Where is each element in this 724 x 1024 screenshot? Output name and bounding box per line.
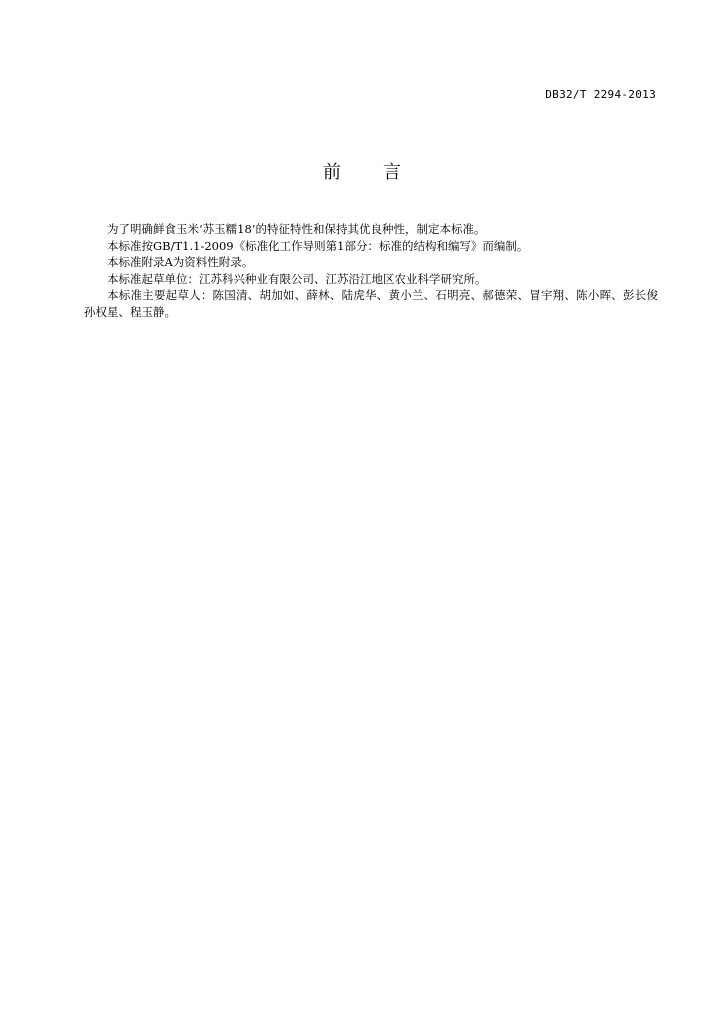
paragraph-drafters: 本标准主要起草人：陈国清、胡加如、薛林、陆虎华、黄小兰、石明亮、郝德荣、冒宇翔、陈小晖、彭长俊孙权星、程玉静。 — [84, 288, 658, 319]
foreword-body — [84, 221, 658, 320]
paragraph-drafting-rules: 本标准按GB/T1.1-2009《标准化工作导则第1部分：标准的结构和编写》而编制。 — [107, 238, 529, 253]
paragraph-purpose: 为了明确鲜食玉米‘苏玉糯18’的特征特性和保持其优良种性，制定本标准。 — [107, 222, 486, 236]
paragraph-drafting-units: 本标准起草单位：江苏科兴种业有限公司、江苏沿江地区农业科学研究所。 — [107, 271, 487, 286]
paragraph-appendix: 本标准附录A为资料性附录。 — [107, 255, 254, 269]
page-title: 前言 — [323, 162, 443, 183]
standard-number: DB32/T 2294-2013 — [545, 88, 656, 101]
